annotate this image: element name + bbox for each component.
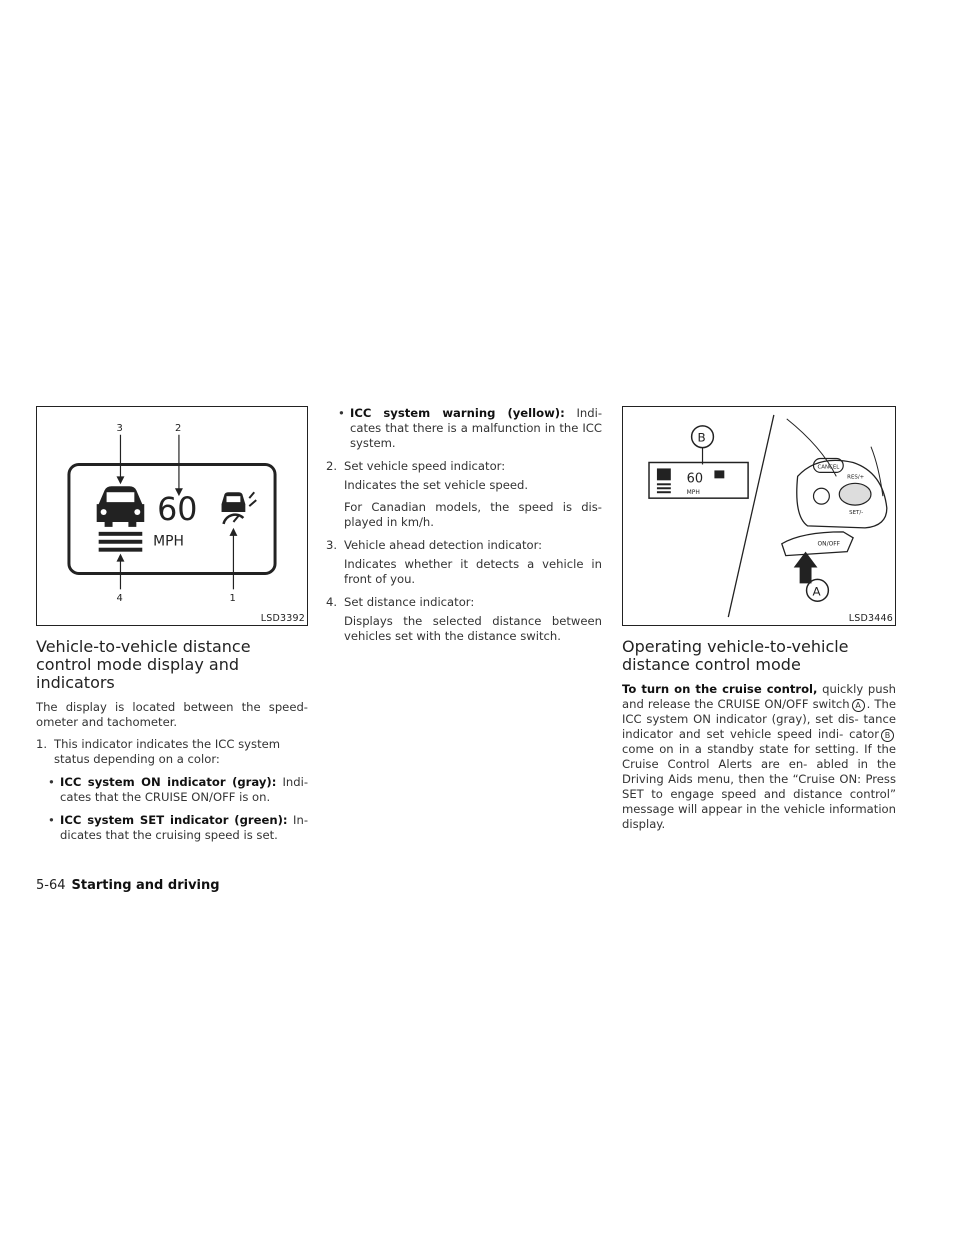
list-item-3: 3. Vehicle ahead detection indicator: Indicates whether it detects a vehicle in front of you. [326,538,602,586]
res-button-label: RES/+ [847,474,865,481]
figure-code: LSD3392 [260,613,305,624]
circle-label-a: A [852,699,865,712]
chapter-title: Starting and driving [71,878,220,893]
callout-2: 2 [174,422,182,434]
arrow-up-icon [794,552,818,584]
icc-status-icon [222,492,257,524]
intro-paragraph: The display is located between the speed- ometer and tachometer. [36,700,308,729]
figure-display-indicators [36,406,308,626]
list-item-2: 2. Set vehicle speed indicator: Indicates the set vehicle speed. For Canadian models, the speed is dis- played in km/h. [326,459,602,529]
label-a: A [812,584,821,599]
callout-3: 3 [116,422,123,434]
display-illustration [37,407,307,625]
section-heading: Vehicle-to-vehicle distance control mode display and indicators [36,637,251,692]
set-speed-unit: MPH [153,533,184,550]
set-speed-value: 60 [157,491,198,528]
small-speed-unit: MPH [686,489,700,497]
cancel-button-label: CANCEL [817,464,840,471]
small-speed-value: 60 [686,471,704,487]
set-distance-bars-icon [99,532,143,552]
bullet-icc-set: • ICC system SET indicator (green): In- dicates that the cruising speed is set. [48,813,308,842]
callout-4: 4 [116,593,123,605]
label-b: B [697,430,706,445]
section-heading: Operating vehicle-to-vehicle distance control mode [622,637,849,674]
vehicle-ahead-car-icon [97,486,145,527]
figure-code: LSD3446 [848,613,893,624]
set-button-label: SET/- [849,510,864,517]
callout-1: 1 [229,593,236,605]
column-middle [326,406,602,652]
list-item-1: 1. This indicator indicates the ICC system status depending on a color: [36,737,281,766]
page-footer [36,878,220,893]
onoff-switch-label: ON/OFF [817,540,841,548]
list-item-4: 4. Set distance indicator: Displays the selected distance between vehicles set with the distance switch. [326,595,602,643]
figure-steering-switch [622,406,896,626]
operating-paragraph: To turn on the cruise control, quickly push and release the CRUISE ON/OFF switch A . The ICC system ON indicator (gray), set dis- tance indicator and set vehicle speed indi- cator B come on in a standby state for setting. If the Cruise Control Alerts are en- abled in the Driving Aids menu, then the “Cruise ON: Press SET to engage speed and distance control” message will appear in the vehicle information display. [622,682,897,831]
steering-switch-illustration [623,407,895,625]
page-number: 5-64 [36,878,66,893]
column-right [622,406,896,839]
bullet-icc-on: • ICC system ON indicator (gray): Indi- cates that the CRUISE ON/OFF is on. [48,775,309,804]
column-left [36,406,308,851]
bullet-icc-warning: • ICC system warning (yellow): Indi- cates that there is a malfunction in the ICC system. [338,406,602,450]
circle-label-b: B [881,729,894,742]
